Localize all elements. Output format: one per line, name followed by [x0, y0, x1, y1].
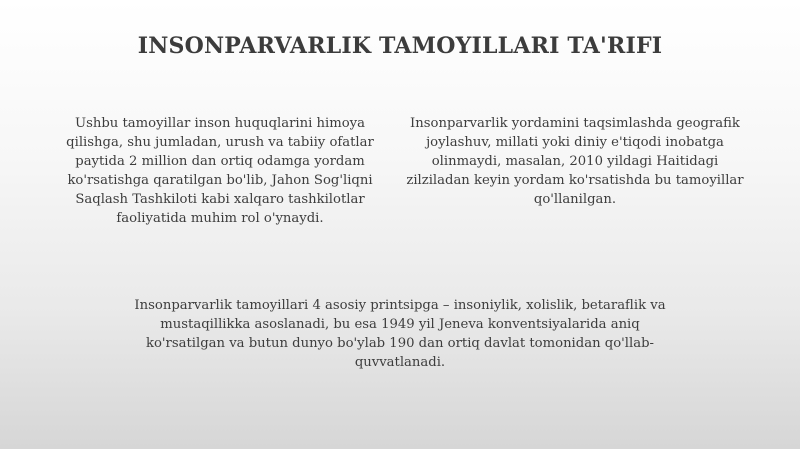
paragraph-bottom: Insonparvarlik tamoyillari 4 asosiy printsipga – insoniylik, xolislik, betaraflik va mustaqillikka asoslanadi, bu esa 1949 yil Jeneva konventsiyalarida aniq ko'rsatilgan va butun dunyo bo'ylab 190 dan ortiq davlat tomonidan qo'llab-quvvatlanadi. — [134, 298, 666, 370]
slide-title: INSONPARVARLIK TAMOYILLARI TA'RIFI — [137, 33, 663, 59]
paragraph-right: Insonparvarlik yordamini taqsimlashda geografik joylashuv, millati yoki diniy e'tiqodi inobatga olinmaydi, masalan, 2010 yildagi Haitidagi zilziladan keyin yordam ko'rsatishda bu tamoyillar qo'llanilgan. — [406, 116, 744, 207]
paragraph-left: Ushbu tamoyillar inson huquqlarini himoya qilishga, shu jumladan, urush va tabiiy ofatlar paytida 2 million dan ortiq odamga yordam ko'rsatishga qaratilgan bo'lib, Jahon Sog'liqni Saqlash Tashkiloti kabi xalqaro tashkilotlar faoliyatida muhim rol o'ynaydi. — [66, 116, 374, 226]
